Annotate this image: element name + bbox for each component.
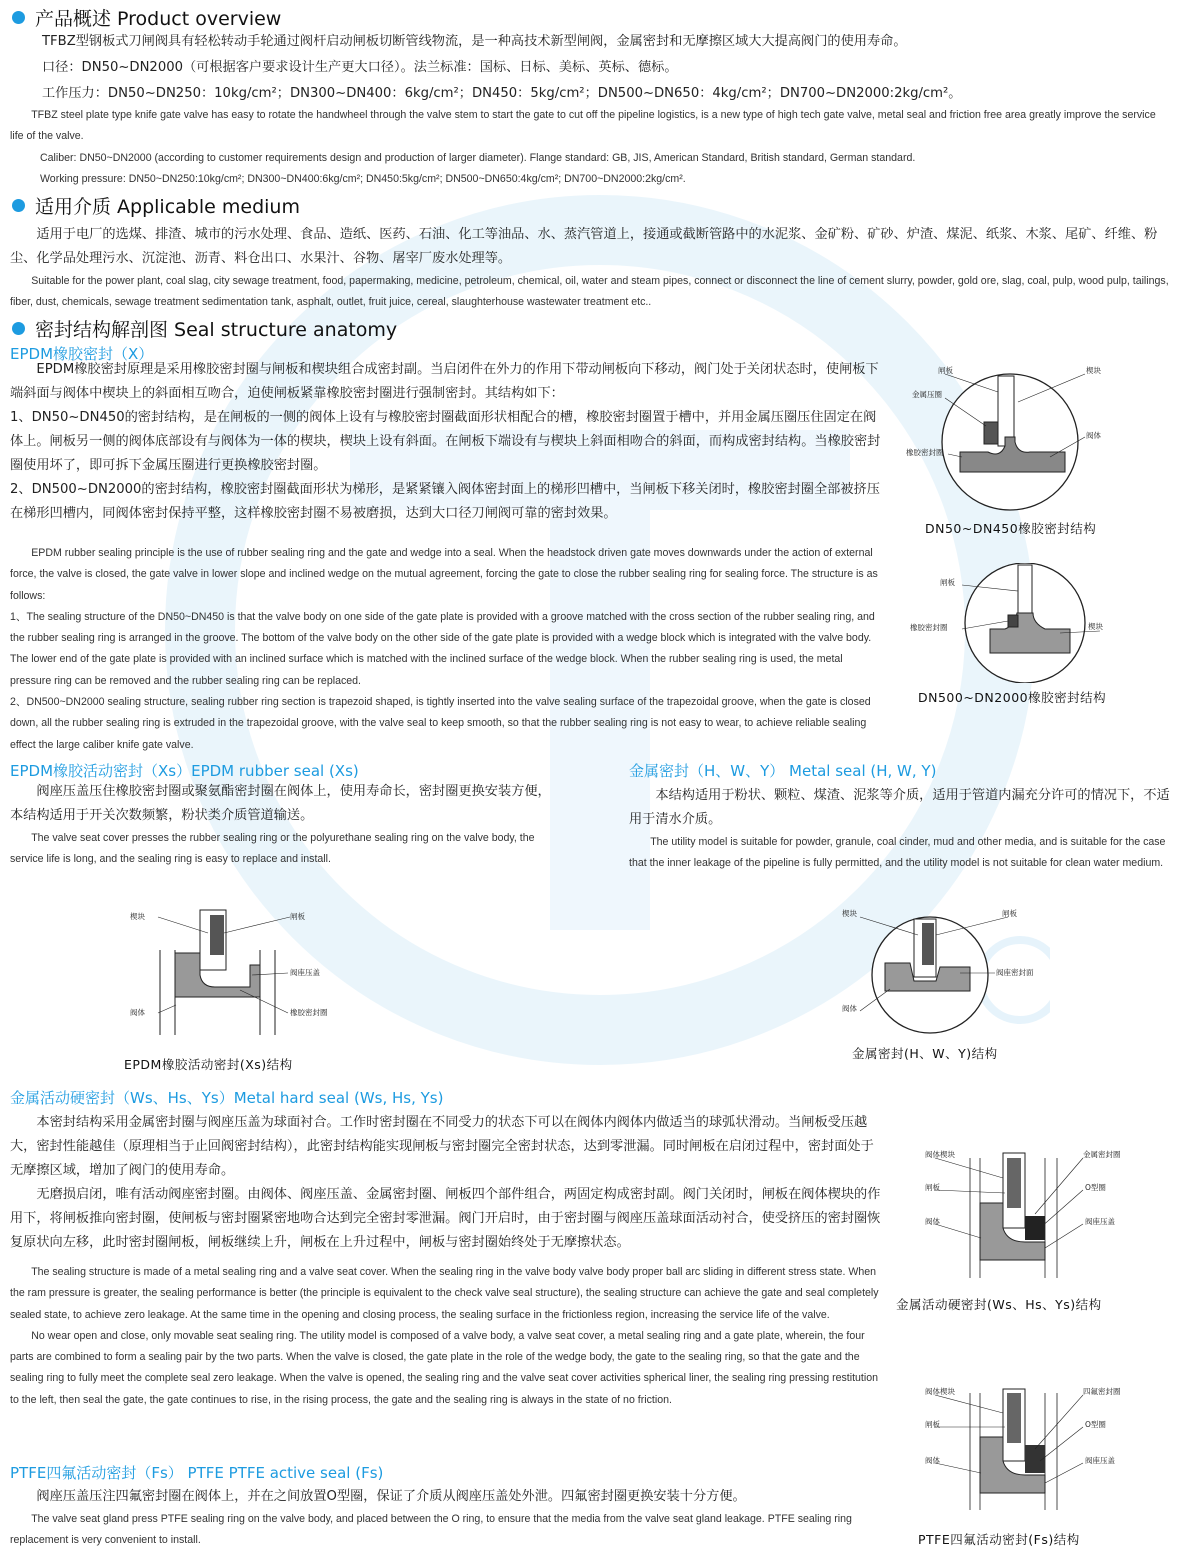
section-title-medium (12, 192, 300, 219)
figure-label: O型圈 (1085, 1183, 1106, 1192)
section-title-text: 密封结构解剖图 Seal structure anatomy (35, 319, 398, 341)
epdm-x-en-block (10, 543, 882, 756)
figure-label: 四氟密封圈 (1083, 1387, 1121, 1396)
epdm-x-en-2: 1、The sealing structure of the DN50~DN450 is that the valve body on one side of the gate plate is provided with a groove matched with the cross section of the rubber sealing ring, and the rubber sealing ring is arranged in the groove. The bottom of the valve body on the other side of the gate plate is provided with a wedge block which is integrated with the valve body. The lower end of the gate plate is provided with an inclined surface which is matched with the inclined surface of the wedge block. When the rubber sealing ring is used, the metal pressure ring can be removed and the rubber sealing ring can be replaced. (10, 610, 875, 687)
figure-label: 闸板 (940, 578, 955, 587)
figure-label: 阀体 (925, 1456, 940, 1465)
figure-label: 阀座压盖 (1085, 1217, 1115, 1226)
figure-label: 阀座压盖 (290, 968, 320, 977)
overview-en-2: Caliber: DN50~DN2000 (according to customer requirements design and production of larger diameter). Flange standard: GB, JIS, American Standard, British standard, German standard. (40, 152, 916, 164)
metal-hard-en-2: No wear open and close, only movable seat sealing ring. The utility model is composed of a valve body, a valve seat cover, a metal sealing ring and a gate plate, wherein, the four parts are combined to form a sealing pair by the two parts. When the valve is closed, the gate plate in the role of the wedge body, the gate to the sealing ring, so that the gate and the sealing ring to fully meet the complete seal zero leakage. When the valve is opened, the sealing ring and the valve seat cover activities spherical liner, the sealing ring pressing restitution to the left, then seal the gate, the gate continues to rise, in the rising process, the gate and the sealing ring is always in the state of no friction. (10, 1329, 878, 1406)
figure-caption-dn50-dn450: DN50~DN450橡胶密封结构 (925, 521, 1097, 536)
epdm-x-cn-block (10, 358, 882, 526)
subsection-title-metal-hard: 金属活动硬密封（Ws、Hs、Ys）Metal hard seal (Ws, Hs, Ys) (10, 1089, 444, 1107)
figure-label: 阀体楔块 (925, 1150, 955, 1159)
medium-cn: 适用于电厂的选煤、排渣、城市的污水处理、食品、造纸、医药、石油、化工等油品、水、蒸汽管道上，接通或截断管路中的水泥浆、金矿粉、矿砂、炉渣、煤泥、纸浆、木浆、尾矿、纤维、粉尘、化学品处理污水、沉淀池、沥青、料仓出口、水果汁、谷物、屠宰厂废水处理等。 (10, 227, 1158, 266)
metal-hard-cn-1: 本密封结构采用金属密封圈与阀座压盖为球面衬合。工作时密封圈在不同受力的状态下可以在阀体内阀体内做适当的球弧状滑动。当闸板受压越大，密封性能越佳（原理相当于止回阀密封结构），此密封结构能实现闸板与密封圈完全密封状态，达到零泄漏。同时闸板在启闭过程中，密封面处于无摩擦区域，增加了阀门的使用寿命。 (10, 1115, 874, 1178)
figure-label: 橡胶密封圈 (290, 1008, 328, 1017)
figure-label: 橡胶密封圈 (910, 623, 948, 632)
metal-hard-en-1: The sealing structure is made of a metal sealing ring and a valve seat cover. When the sealing ring in the valve body valve body proper ball arc sliding in different stress state. When the ram pressure is greater, the sealing performance is better (the principle is equivalent to the check valve seal structure), the sealing structure can achieve the gate and seal completely sealed state, to achieve zero leakage. At the same time in the opening and closing process, the sealing surface in the frictionless region, increasing the service life of the valve. (10, 1266, 879, 1321)
figure-caption-epdm-xs: EPDM橡胶活动密封(Xs)结构 (124, 1057, 293, 1072)
overview-cn-2: 口径：DN50~DN2000（可根据客户要求设计生产更大口径）。法兰标准：国标、日标、美标、英标、德标。 (42, 60, 678, 75)
metal-cn: 本结构适用于粉状、颗粒、煤渣、泥浆等介质，适用于管道内漏充分许可的情况下，不适用于清水介质。 (629, 788, 1170, 827)
epdm-xs-en: The valve seat cover presses the rubber sealing ring or the polyurethane sealing ring on the valve body, the service life is long, and the sealing ring is easy to replace and install. (10, 832, 535, 866)
figure-label: 金属压圈 (912, 390, 942, 399)
figure-label: 阀体 (842, 1004, 857, 1013)
metal-hard-en-block (10, 1262, 882, 1411)
bullet-icon (12, 11, 25, 24)
figure-label: 闸板 (925, 1183, 940, 1192)
figure-label: O型圈 (1085, 1420, 1106, 1429)
figure-dn50-dn450-seal (900, 362, 1120, 512)
epdm-x-cn-2: 1、DN50~DN450的密封结构，是在闸板的一侧的阀体上设有与橡胶密封圈截面形状相配合的槽，橡胶密封圈置于槽中，并用金属压圈压住固定在阀体上。闸板另一侧的阀体底部设有与阀体为一体的楔块，楔块上设有斜面。在闸板下端设有与楔块上斜面相吻合的斜面，而构成密封结构。当橡胶密封圈使用坏了，即可拆下金属压圈进行更换橡胶密封圈。 (10, 410, 881, 473)
metal-hard-cn-block (10, 1111, 882, 1255)
overview-cn-1: TFBZ型钢板式刀闸阀具有轻松转动手轮通过阀杆启动闸板切断管线物流，是一种高技术新型闸阀，金属密封和无摩擦区域大大提高阀门的使用寿命。 (42, 34, 907, 49)
figure-label: 闸板 (938, 366, 953, 375)
ptfe-block (10, 1485, 882, 1552)
figure-ptfe-seal (895, 1385, 1155, 1515)
epdm-x-cn-1: EPDM橡胶密封原理是采用橡胶密封圈与闸板和楔块组合成密封副。当启闭件在外力的作用下带动闸板向下移动，阀门处于关闭状态时，使闸板下端斜面与阀体中楔块上的斜面相互吻合，迫使闸板紧靠橡胶密封圈进行强制密封。其结构如下： (10, 362, 879, 401)
section-title-text: 适用介质 Applicable medium (35, 196, 300, 218)
figure-dn500-dn2000-seal (900, 563, 1120, 683)
overview-cn-3: 工作压力：DN50~DN250：10kg/cm²；DN300~DN400：6kg/cm²；DN450：5kg/cm²；DN500~DN650：4kg/cm²；DN700~DN2000:2kg/cm²。 (42, 86, 962, 101)
ptfe-cn: 阀座压盖压注四氟密封圈在阀体上，并在之间放置O型圈，保证了介质从阀座压盖处外泄。四氟密封圈更换安装十分方便。 (36, 1489, 746, 1504)
figure-label: 阀体 (130, 1008, 145, 1017)
figure-label: 闸板 (290, 912, 305, 921)
figure-epdm-xs-seal (120, 905, 360, 1045)
figure-label: 橡胶密封圈 (906, 448, 944, 457)
figure-label: 楔块 (130, 912, 145, 921)
figure-label: 阀体楔块 (925, 1387, 955, 1396)
subsection-title-epdm-xs: EPDM橡胶活动密封（Xs）EPDM rubber seal (Xs) (10, 762, 359, 780)
subsection-title-ptfe: PTFE四氟活动密封（Fs） PTFE PTFE active seal (Fs) (10, 1464, 384, 1482)
figure-label: 楔块 (1086, 366, 1101, 375)
epdm-x-en-1: EPDM rubber sealing principle is the use of rubber sealing ring and the gate and wedge into a seal. When the headstock driven gate moves downwards under the action of external force, the valve is closed, the gate valve in lower slope and inclined wedge on the mutual agreement, forcing the gate to close the rubber sealing ring for sealing force. The structure is as follows: (10, 547, 878, 602)
overview-en-3: Working pressure: DN50~DN250:10kg/cm²; DN300~DN400:6kg/cm²; DN450:5kg/cm²; DN500~DN650:4kg/cm²; DN700~DN2000:2kg/cm². (40, 173, 686, 185)
figure-label: 阀座密封面 (996, 968, 1034, 977)
figure-caption-metal: 金属密封(H、W、Y)结构 (852, 1046, 998, 1061)
bullet-icon (12, 199, 25, 212)
figure-label: 闸板 (925, 1420, 940, 1429)
section-title-anatomy (12, 315, 397, 342)
subsection-title-metal: 金属密封（H、W、Y） Metal seal (H, W, Y) (629, 762, 937, 780)
figure-caption-ptfe: PTFE四氟活动密封(Fs)结构 (918, 1532, 1080, 1547)
subsection-title-epdm-x: EPDM橡胶密封（X） (10, 345, 154, 363)
epdm-x-en-3: 2、DN500~DN2000 sealing structure, sealing rubber ring section is trapezoid shaped, is tightly inserted into the valve sealing surface of the trapezoidal groove, when the gate is closed down, all the rubber sealing ring is extruded in the trapezoidal groove, with the valve seal to keep smooth, so that the rubber sealing ring is not easy to wear, to achieve reliable sealing effect the large caliber knife gate valve. (10, 696, 871, 751)
section-title-overview (12, 4, 281, 31)
epdm-xs-block (10, 780, 555, 871)
section-title-text: 产品概述 Product overview (35, 8, 282, 30)
metal-en: The utility model is suitable for powder, granule, coal cinder, mud and other media, and is suitable for the case that the inner leakage of the pipeline is fully permitted, and the utility model is not suitable for clean water medium. (629, 836, 1166, 870)
figure-label: 金属密封圈 (1083, 1150, 1121, 1159)
epdm-x-cn-3: 2、DN500~DN2000的密封结构，橡胶密封圈截面形状为梯形，是紧紧镶入阀体密封面上的梯形凹槽中，当闸板下移关闭时，橡胶密封圈全部被挤压在梯形凹槽内，同阀体密封保持平整，这样橡胶密封圈不易被磨损，达到大口径刀闸阀可靠的密封效果。 (10, 482, 880, 521)
metal-hard-cn-2: 无磨损启闭，唯有活动阀座密封圈。由阀体、阀座压盖、金属密封圈、闸板四个部件组合，两固定构成密封副。阀门关闭时，闸板在阀体楔块的作用下，将闸板推向密封圈，使闸板与密封圈紧密地吻合达到完全密封零泄漏。阀门开启时，由于密封圈与阀座压盖球面活动衬合，使受挤压的密封圈恢复原状向左移，此时密封圈闸板，闸板继续上升，闸板在上升过程中，闸板与密封圈始终处于无摩擦状态。 (10, 1187, 881, 1250)
figure-caption-metal-hard: 金属活动硬密封(Ws、Hs、Ys)结构 (896, 1297, 1102, 1312)
figure-label: 楔块 (1088, 622, 1103, 631)
overview-en-1: TFBZ steel plate type knife gate valve has easy to rotate the handwheel through the valve stem to start the gate to cut off the pipeline logistics, is a new type of high tech gate valve, metal seal and friction free area greatly improve the service life of the valve. (10, 109, 1156, 143)
figure-label: 阀体 (1086, 431, 1101, 440)
figure-caption-dn500-dn2000: DN500~DN2000橡胶密封结构 (918, 690, 1107, 705)
figure-label: 阀座压盖 (1085, 1456, 1115, 1465)
ptfe-en: The valve seat gland press PTFE sealing ring on the valve body, and placed between the O ring, to ensure that the media from the valve seat gland leakage. PTFE sealing ring replacement is very convenient to install. (10, 1513, 852, 1547)
metal-block (629, 784, 1170, 875)
epdm-xs-cn: 阀座压盖压住橡胶密封圈或聚氨酯密封圈在阀体上，使用寿命长，密封圈更换安装方便，本结构适用于开关次数频繁，粉状类介质管道输送。 (10, 784, 551, 823)
figure-label: 阀体 (925, 1217, 940, 1226)
bullet-icon (12, 322, 25, 335)
figure-metal-hard-seal (895, 1148, 1155, 1288)
medium-en: Suitable for the power plant, coal slag, city sewage treatment, food, papermaking, medicine, petroleum, chemical, oil, water and steam pipes, connect or disconnect the line of cement slurry, powder, gold ore, slag, coal, pulp, wood pulp, tailings, fiber, dust, chemicals, sewage treatment sedimentation tank, asphalt, outlet, fruit juice, cereal, slaughterhouse wastewater treatment etc.. (10, 275, 1169, 309)
figure-label: 闸板 (1002, 909, 1017, 918)
figure-label: 楔块 (842, 909, 857, 918)
figure-metal-seal (830, 905, 1050, 1035)
